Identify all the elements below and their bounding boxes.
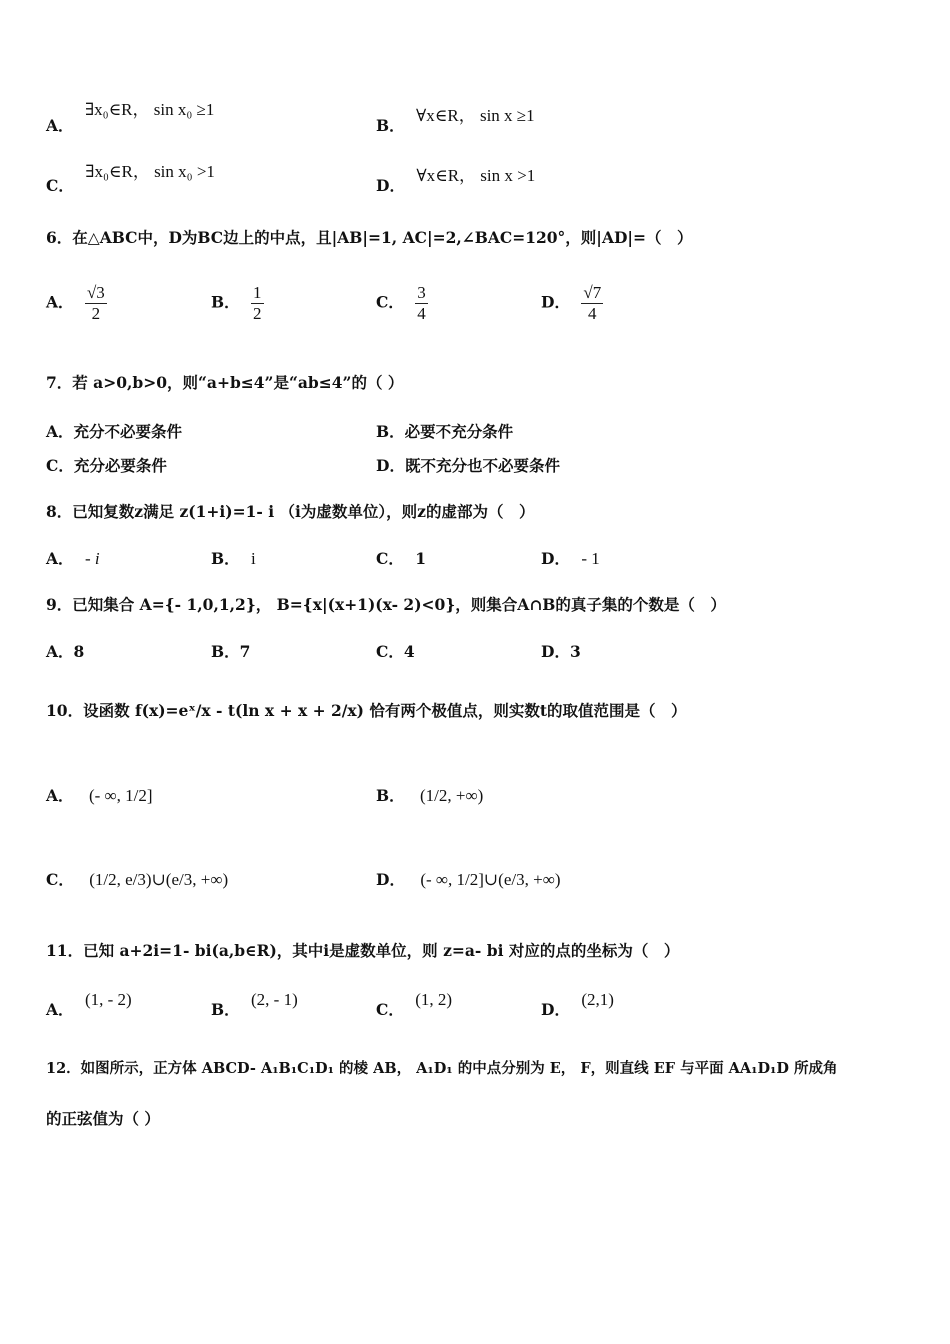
q11-option-d[interactable] [541, 990, 614, 1020]
option-expression: (- ∞, 1/2]∪(e/3, +∞) [420, 870, 561, 889]
q7-option-b[interactable]: B．必要不充分条件 [376, 422, 514, 441]
option-expression: (- ∞, 1/2] [88, 786, 153, 805]
option-label: D． [541, 549, 570, 568]
numerator: 3 [417, 283, 426, 302]
q10-option-b[interactable] [376, 786, 483, 806]
denominator: 2 [253, 304, 262, 323]
option-label: C． [376, 1000, 404, 1019]
denominator: 4 [581, 303, 603, 324]
option-label: A． [46, 292, 74, 312]
q6-option-a[interactable] [46, 283, 107, 324]
q11-option-c[interactable] [376, 990, 453, 1020]
q10-stem: 10．设函数 f(x)=eˣ/x - t(ln x + x + 2/x) 恰有两个极值点，则实数t的取值范围是（ ） [46, 701, 687, 720]
q11-option-b[interactable] [211, 990, 298, 1020]
q9-option-d[interactable]: D．3 [541, 642, 581, 661]
option-label: A． [46, 1000, 74, 1019]
q9-option-a[interactable]: A．8 [46, 642, 85, 661]
q5-option-d[interactable] [376, 166, 536, 195]
option-value: (2, - 1) [251, 990, 298, 1009]
option-label: B． [211, 1000, 240, 1019]
q10-option-a[interactable] [46, 786, 153, 806]
q7-option-a[interactable]: A．充分不必要条件 [46, 422, 183, 441]
option-expression: (1/2, +∞) [420, 786, 484, 805]
option-label: D． [376, 176, 405, 195]
option-value: (1, 2) [415, 990, 453, 1009]
numerator: 1 [253, 283, 262, 302]
option-fraction [251, 283, 264, 324]
q8-option-c[interactable] [376, 549, 426, 569]
q8-option-a[interactable] [46, 549, 100, 569]
q12-stem-continued: 的正弦值为（ ） [46, 1109, 160, 1128]
option-expression: ∀x∈R， sin x >1 [416, 166, 536, 185]
option-label: B． [376, 786, 405, 805]
q11-stem: 11．已知 a+2i=1- bi(a,b∈R)，其中i是虚数单位，则 z=a- bi 对应的点的坐标为（ ） [46, 941, 680, 960]
option-fraction [415, 283, 428, 324]
q5-option-a[interactable] [46, 100, 215, 135]
option-label: D． [541, 292, 570, 312]
denominator: 2 [85, 303, 107, 324]
q9-stem: 9．已知集合 A={- 1,0,1,2}， B={x|(x+1)(x- 2)<0}，则集合A∩B的真子集的个数是（ ） [46, 595, 726, 614]
option-value: - 1 [581, 549, 600, 568]
q6-option-b[interactable] [211, 283, 264, 324]
option-label: A． [46, 786, 74, 805]
option-label: D． [376, 870, 405, 889]
option-label: B． [376, 116, 405, 135]
q12-stem: 12．如图所示，正方体 ABCD- A₁B₁C₁D₁ 的棱 AB， A₁D₁ 的中点分别为 E， F，则直线 EF 与平面 AA₁D₁D 所成角 [46, 1060, 838, 1077]
denominator: 4 [417, 304, 426, 323]
q9-option-c[interactable]: C．4 [376, 642, 415, 661]
option-label: C． [376, 292, 404, 312]
option-fraction [85, 283, 107, 324]
q7-option-d[interactable]: D．既不充分也不必要条件 [376, 456, 560, 475]
q6-option-d[interactable] [541, 283, 603, 324]
option-value: (1, - 2) [84, 990, 132, 1009]
q5-option-b[interactable] [376, 106, 535, 135]
q9-option-b[interactable]: B．7 [211, 642, 251, 661]
numerator: √7 [583, 283, 602, 302]
q7-stem: 7．若 a>0,b>0，则“a+b≤4”是“ab≤4”的（ ） [46, 373, 404, 392]
option-value: 1 [415, 549, 427, 568]
q8-stem: 8．已知复数z满足 z(1+i)=1- i （i为虚数单位），则z的虚部为（ ） [46, 502, 535, 521]
option-value: (2,1) [581, 990, 614, 1009]
q11-option-a[interactable] [46, 990, 132, 1020]
option-label: B． [211, 549, 240, 568]
q6-option-c[interactable] [376, 283, 428, 324]
option-expression: (1/2, e/3)∪(e/3, +∞) [89, 870, 229, 889]
option-label: C． [46, 176, 74, 195]
option-label: A． [46, 116, 74, 135]
option-value: i [251, 549, 256, 568]
q10-option-c[interactable] [46, 870, 228, 890]
option-label: D． [541, 1000, 570, 1019]
q10-option-d[interactable] [376, 870, 560, 890]
option-value: - i [84, 549, 100, 568]
q6-stem: 6．在△ABC中，D为BC边上的中点，且|AB|=1, AC|=2,∠BAC=120°，则|AD|=（ ） [46, 228, 693, 247]
option-expression: ∃x₀∈R， sin x₀ >1 [85, 162, 215, 181]
option-expression: ∀x∈R， sin x ≥1 [416, 106, 535, 125]
q8-option-d[interactable] [541, 549, 600, 569]
q8-option-b[interactable] [211, 549, 256, 569]
option-expression: ∃x₀∈R， sin x₀ ≥1 [84, 100, 215, 119]
option-label: A． [46, 549, 74, 568]
option-label: C． [46, 870, 74, 889]
q7-option-c[interactable]: C．充分必要条件 [46, 456, 167, 475]
numerator: √3 [86, 283, 105, 302]
option-fraction [581, 283, 603, 324]
q5-option-c[interactable] [46, 162, 215, 195]
option-label: B． [211, 292, 240, 312]
option-label: C． [376, 549, 404, 568]
